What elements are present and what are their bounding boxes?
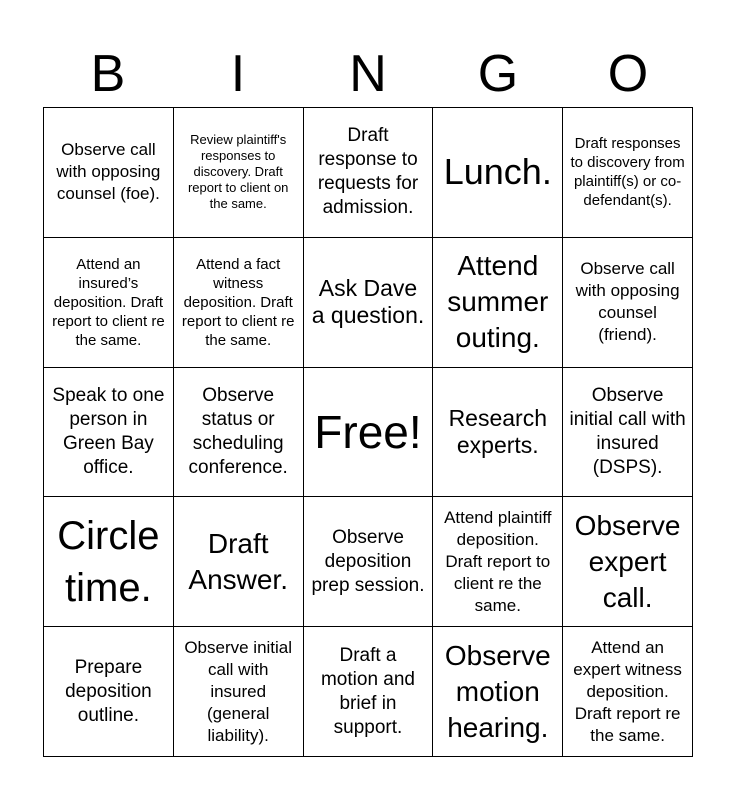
header-letter-b: B (90, 45, 126, 103)
header-letter-g: G (477, 45, 519, 103)
cell-text: Observe motion hearing. (444, 639, 551, 743)
bingo-header (43, 44, 693, 104)
cell-text: Attend an expert witness deposition. Draft report re the same. (573, 637, 682, 745)
cell-text: Attend a fact witness deposition. Draft report to client re the same. (181, 255, 295, 349)
bingo-cell[interactable] (563, 368, 693, 498)
cell-text: Ask Dave a question. (311, 275, 425, 329)
cell-text: Draft Answer. (188, 527, 288, 595)
bingo-cell[interactable] (433, 108, 563, 238)
cell-text: Attend plaintiff deposition. Draft report to client re the same. (444, 507, 552, 615)
header-letter-n: N (349, 45, 387, 103)
cell-text: Prepare deposition outline. (65, 656, 152, 726)
cell-text: Attend an insured’s deposition. Draft report to client re the same. (52, 255, 165, 349)
cell-text: Observe expert call. (574, 509, 681, 613)
cell-text: Review plaintiff's responses to discovery. Draft report to client on the same. (187, 132, 289, 212)
cell-text: Attend summer outing. (447, 250, 549, 354)
bingo-cell[interactable] (174, 627, 304, 757)
cell-text: Observe call with opposing counsel (friend). (575, 259, 680, 345)
cell-text: Lunch. (443, 151, 552, 193)
cell-text: Observe status or scheduling conference. (188, 384, 288, 478)
bingo-cell[interactable] (304, 238, 434, 368)
bingo-board (43, 107, 693, 757)
cell-text: Observe initial call with insured (DSPS). (569, 384, 686, 478)
bingo-cell[interactable] (44, 108, 174, 238)
bingo-cell[interactable] (433, 497, 563, 627)
bingo-cell[interactable] (433, 368, 563, 498)
bingo-cell[interactable] (44, 368, 174, 498)
cell-text: Circle time. (57, 513, 160, 610)
bingo-cell[interactable] (44, 627, 174, 757)
bingo-cell[interactable] (44, 497, 174, 627)
bingo-cell[interactable] (174, 108, 304, 238)
bingo-cell[interactable] (433, 238, 563, 368)
bingo-cell[interactable] (304, 497, 434, 627)
bingo-cell[interactable] (433, 627, 563, 757)
bingo-cell[interactable] (563, 497, 693, 627)
cell-text: Draft a motion and brief in support. (320, 644, 415, 738)
cell-text: Speak to one person in Green Bay office. (52, 384, 165, 478)
bingo-cell[interactable] (563, 238, 693, 368)
cell-text: Observe call with opposing counsel (foe). (56, 140, 161, 204)
header-letter-o: O (607, 45, 649, 103)
bingo-cell[interactable] (304, 627, 434, 757)
bingo-cell[interactable] (563, 108, 693, 238)
bingo-cell[interactable] (44, 238, 174, 368)
bingo-cell[interactable] (174, 238, 304, 368)
cell-text: Free! (314, 405, 422, 458)
bingo-cell[interactable] (304, 108, 434, 238)
free-space-cell[interactable] (304, 368, 434, 498)
cell-text: Observe deposition prep session. (311, 526, 425, 596)
cell-text: Draft response to requests for admission. (317, 125, 419, 219)
cell-text: Observe initial call with insured (general liability). (184, 637, 293, 745)
bingo-cell[interactable] (174, 497, 304, 627)
header-letter-i: I (230, 45, 246, 103)
bingo-cell[interactable] (174, 368, 304, 498)
bingo-cell[interactable] (563, 627, 693, 757)
cell-text: Research experts. (448, 404, 547, 458)
cell-text: Draft responses to discovery from plaintiff(s) or co-defendant(s). (570, 135, 685, 210)
